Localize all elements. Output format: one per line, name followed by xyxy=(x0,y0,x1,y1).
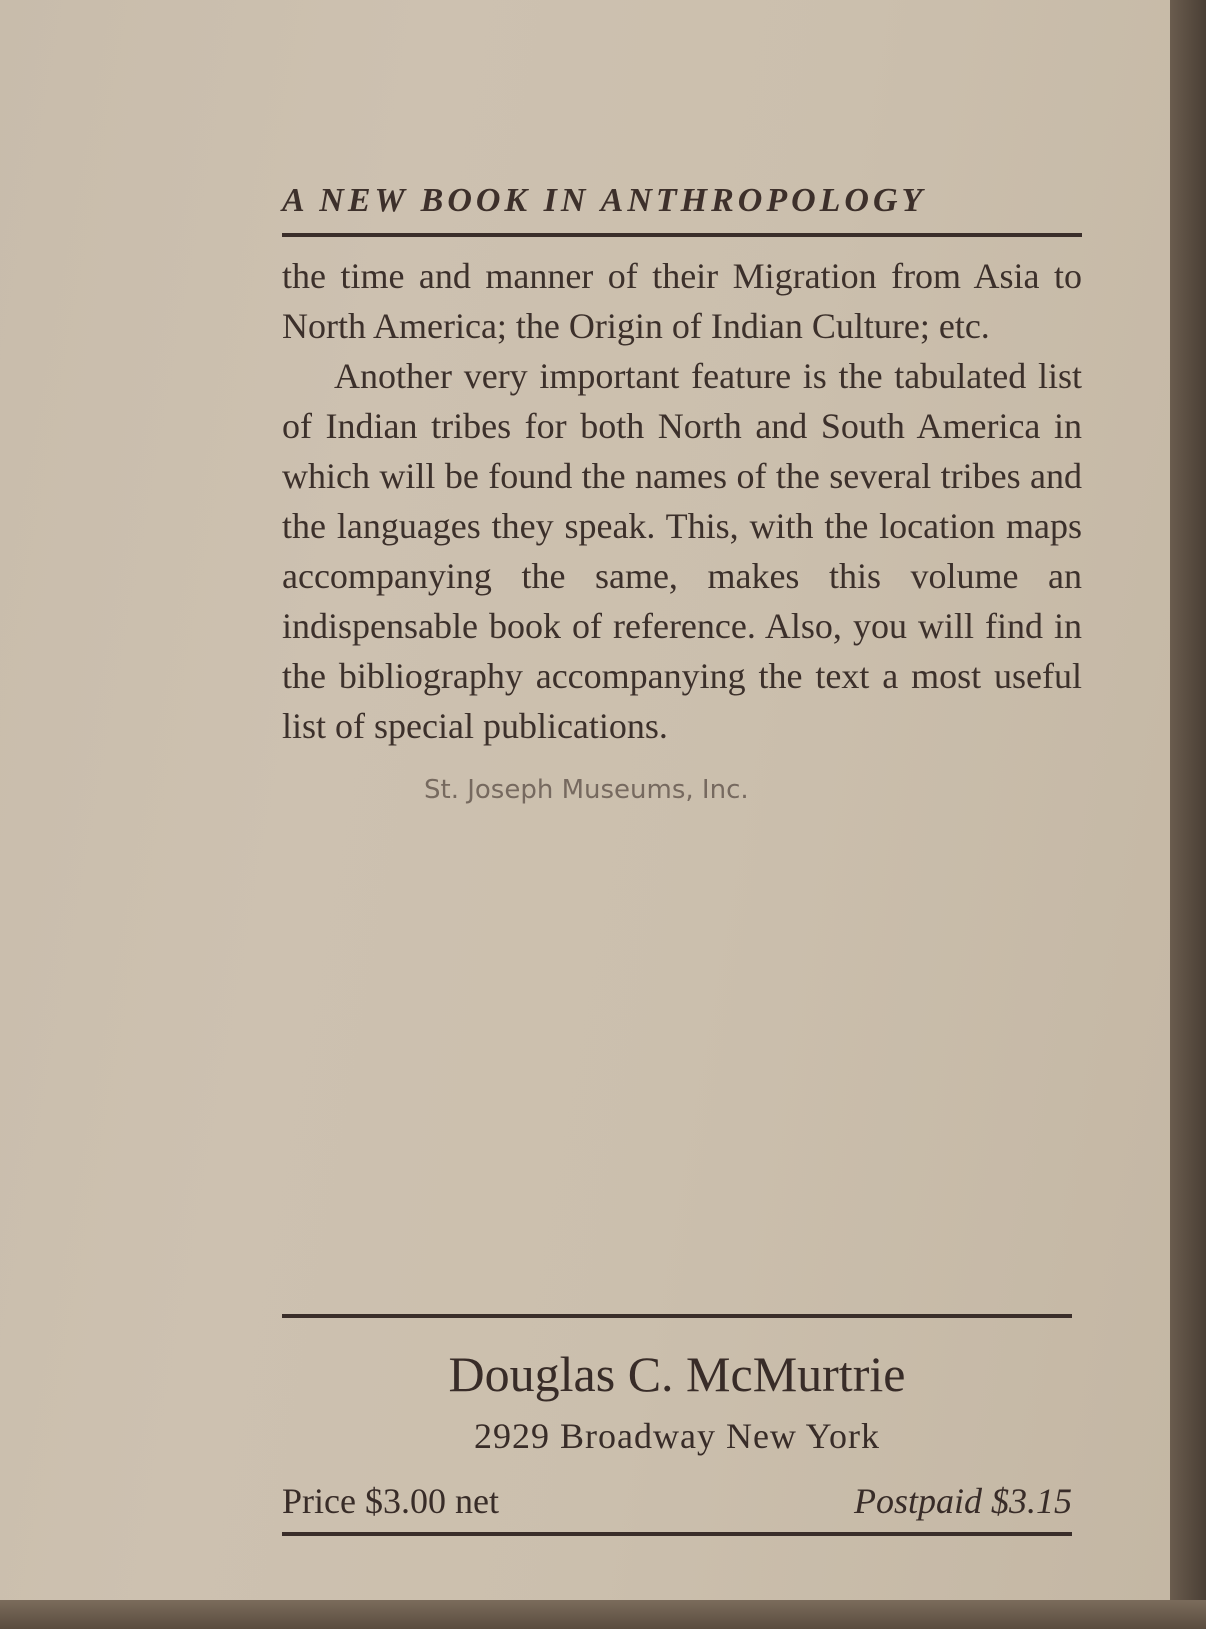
price-line xyxy=(282,1478,1072,1524)
page-edge-shadow xyxy=(1170,0,1206,1629)
publisher-name: Douglas C. McMurtrie xyxy=(448,1346,906,1402)
imprint-bottom-rule xyxy=(282,1532,1072,1536)
imprint-top-rule xyxy=(282,1314,1072,1318)
page-content xyxy=(282,175,1082,751)
header-rule xyxy=(282,233,1082,237)
price-net: Price $3.00 net xyxy=(282,1481,499,1521)
paragraph-continuation: the time and manner of their Migration from Asia to North America; the Origin of Indian Culture; etc. xyxy=(282,256,1082,346)
running-head: A NEW BOOK IN ANTHROPOLOGY xyxy=(282,182,927,219)
publisher-address: 2929 Broadway New York xyxy=(474,1416,880,1456)
body-text xyxy=(282,251,1082,751)
publisher-imprint xyxy=(282,1314,1072,1536)
price-postpaid: Postpaid $3.15 xyxy=(853,1481,1072,1521)
page-bottom-shadow xyxy=(0,1600,1206,1629)
watermark: St. Joseph Museums, Inc. xyxy=(424,775,749,805)
paragraph-tribes: Another very important feature is the tabulated list of Indian tribes for both North and South America in which will be found the names of the several tribes and the languages they speak. This, with the location maps accompanying the same, makes this volume an indispensable book of reference. Also, you will find in the bibliography accompanying the text a most useful list of special publications. xyxy=(282,356,1082,746)
